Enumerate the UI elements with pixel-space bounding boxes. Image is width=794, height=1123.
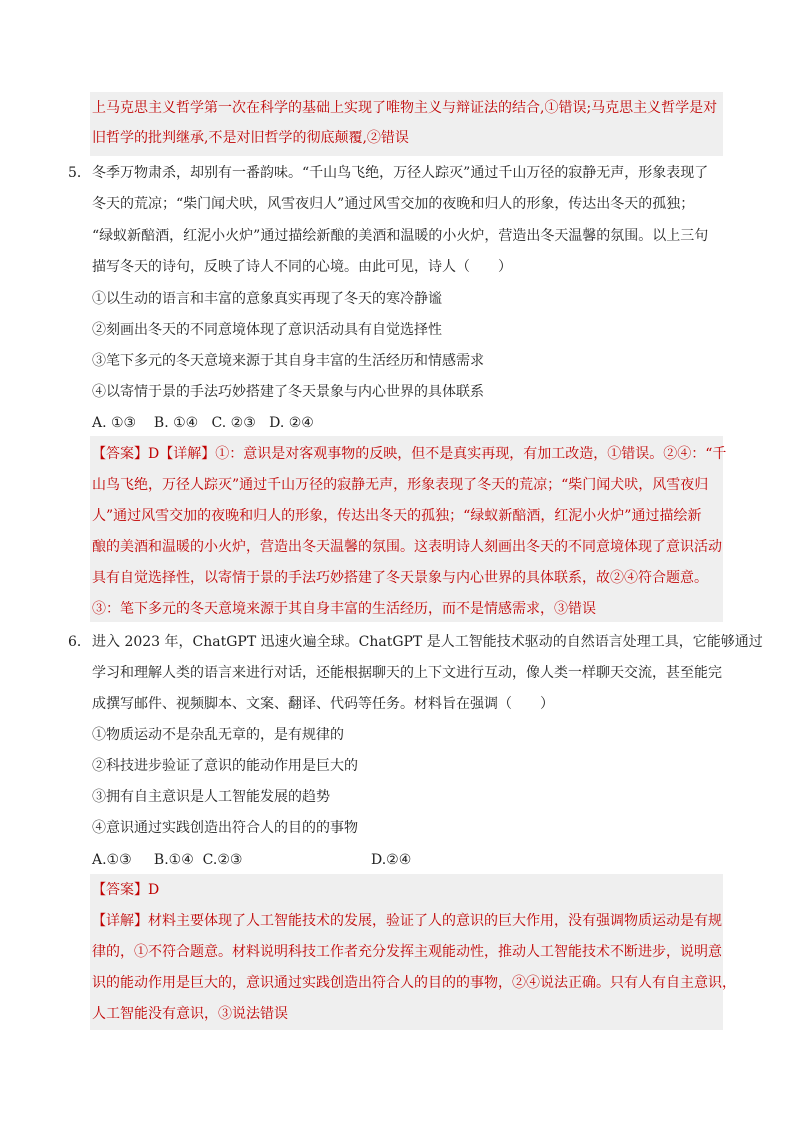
question-stem-line: “绿蚁新醅酒，红泥小火炉”通过描绘新酿的美酒和温暖的小火炉，营造出冬天温馨的氛围。以上三句 xyxy=(92,228,709,244)
question-stem-line: 描写冬天的诗句，反映了诗人不同的心境。由此可见，诗人（ ） xyxy=(92,259,512,275)
option-statement: ①以生动的语言和丰富的意象真实再现了冬天的寒冷静谧 xyxy=(92,291,442,307)
detail-tag: 【详解】 xyxy=(92,913,148,929)
answer-explanation-line: 人”通过风雪交加的夜晚和归人的形象，传达出冬天的孤独；“绿蚁新醅酒，红泥小火炉”通过描绘新 xyxy=(92,508,702,524)
option-statement: ①物质运动不是杂乱无章的，是有规律的 xyxy=(92,727,344,743)
answer-tag: 【答案】D【详解】 xyxy=(92,446,216,462)
answer-explanation-line: 律的，①不符合题意。材料说明科技工作者充分发挥主观能动性，推动人工智能技术不断进步，说明意 xyxy=(92,944,722,960)
answer-explanation-line: 酿的美酒和温暖的小火炉，营造出冬天温馨的氛围。这表明诗人刻画出冬天的不同意境体现了意识活动 xyxy=(92,539,722,555)
option-statement: ③笔下多元的冬天意境来源于其自身丰富的生活经历和情感需求 xyxy=(92,353,484,369)
detail-text: 材料主要体现了人工智能技术的发展，验证了人的意识的巨大作用，没有强调物质运动是有规 xyxy=(148,913,722,929)
carryover-line: 上马克思主义哲学第一次在科学的基础上实现了唯物主义与辩证法的结合,①错误;马克思主义哲学是对 xyxy=(92,100,718,116)
answer-choices: A. ①③ B. ①④ C. ②③ D. ②④ xyxy=(92,415,314,431)
question-stem-line: 冬季万物肃杀，却别有一番韵味。“千山鸟飞绝，万径人踪灭”通过千山万径的寂静无声，形象表现了 xyxy=(92,165,709,181)
question-number: 5． xyxy=(68,165,91,181)
option-statement: ④以寄情于景的手法巧妙搭建了冬天景象与内心世界的具体联系 xyxy=(92,384,484,400)
answer-explanation-line xyxy=(92,911,722,931)
option-statement: ③拥有自主意识是人工智能发展的趋势 xyxy=(92,789,330,805)
carryover-line: 旧哲学的批判继承,不是对旧哲学的彻底颠覆,②错误 xyxy=(92,130,409,146)
question-number: 6． xyxy=(68,634,91,650)
answer-choices: A.①③ B.①④ C.②③ xyxy=(92,852,243,868)
answer-explanation-line: 人工智能没有意识，③说法错误 xyxy=(92,1006,288,1022)
answer-explanation-line: ③：笔下多元的冬天意境来源于其自身丰富的生活经历，而不是情感需求，③错误 xyxy=(92,601,596,617)
answer-label: 【答案】D xyxy=(92,882,160,898)
option-statement: ②科技进步验证了意识的能动作用是巨大的 xyxy=(92,758,358,774)
answer-explanation-line: 具有自觉选择性，以寄情于景的手法巧妙搭建了冬天景象与内心世界的具体联系，故②④符合题意。 xyxy=(92,570,708,586)
answer-choice-d: D.②④ xyxy=(371,852,412,868)
answer-text: ①：意识是对客观事物的反映，但不是真实再现，有加工改造，①错误。②④：“千 xyxy=(215,446,727,462)
question-stem-line: 进入 2023 年，ChatGPT 迅速火遍全球。ChatGPT 是人工智能技术驱动的自然语言处理工具，它能够通过 xyxy=(92,634,763,650)
option-statement: ④意识通过实践创造出符合人的目的的事物 xyxy=(92,820,358,836)
answer-explanation-line: 山鸟飞绝，万径人踪灭”通过千山万径的寂静无声，形象表现了冬天的荒凉；“柴门闻犬吠，风雪夜归 xyxy=(92,477,709,493)
question-stem-line: 学习和理解人类的语言来进行对话，还能根据聊天的上下文进行互动，像人类一样聊天交流，甚至能完 xyxy=(92,665,722,681)
option-statement: ②刻画出冬天的不同意境体现了意识活动具有自觉选择性 xyxy=(92,322,442,338)
question-stem-line: 成撰写邮件、视频脚本、文案、翻译、代码等任务。材料旨在强调（ ） xyxy=(92,696,554,712)
answer-explanation-line: 识的能动作用是巨大的，意识通过实践创造出符合人的目的的事物，②④说法正确。只有人有自主意识， xyxy=(92,975,736,991)
answer-explanation-line xyxy=(92,444,726,464)
question-stem-line: 冬天的荒凉；“柴门闻犬吠，风雪夜归人”通过风雪交加的夜晚和归人的形象，传达出冬天的孤独； xyxy=(92,196,695,212)
